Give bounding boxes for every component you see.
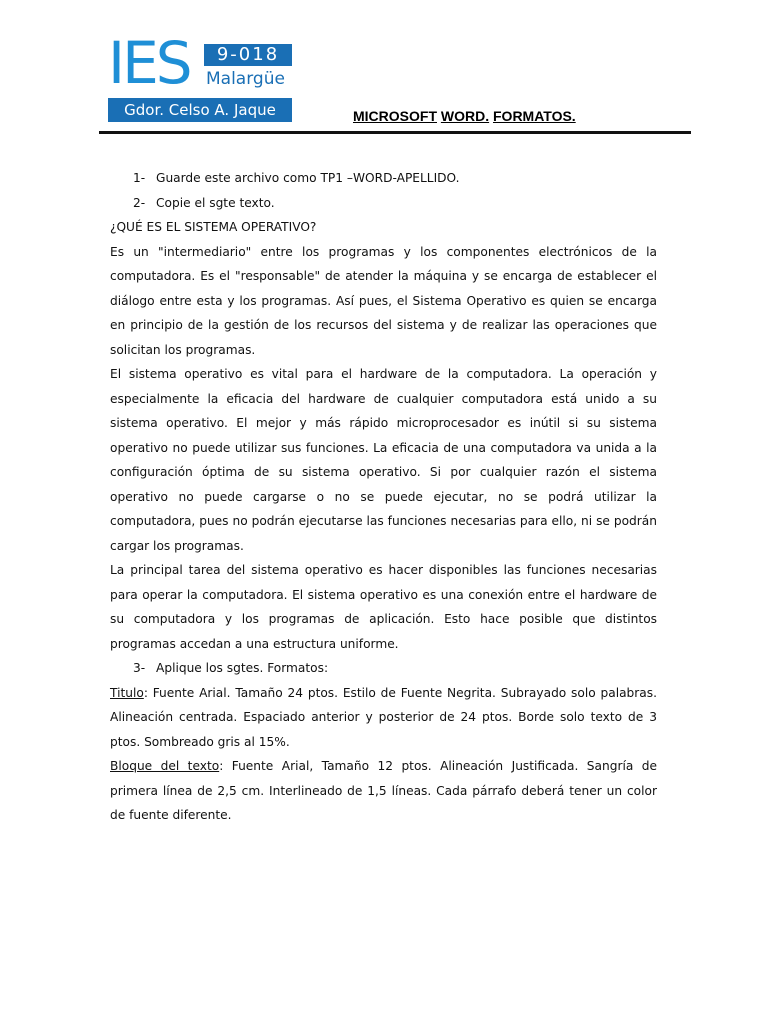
logo-school-name: Gdor. Celso A. Jaque — [108, 98, 292, 122]
title-part-3: FORMATOS. — [493, 108, 576, 124]
title-part-2: WORD. — [440, 108, 490, 124]
article-paragraph-3: La principal tarea del sistema operativo es hacer disponibles las funciones necesarias para operar la computadora. El sistema operativo es una conexión entre el hardware de su computadora y los programas de aplicación. Esto hace posible que distintos programas accedan a una estructura uniforme. — [110, 563, 657, 651]
step-3 — [110, 656, 657, 681]
step-1-text: Guarde este archivo como TP1 –WORD-APELLIDO. — [156, 171, 460, 185]
format-bloque-label: Bloque del texto — [110, 759, 220, 773]
header-divider — [99, 131, 691, 134]
step-2-number: 2- — [133, 195, 146, 210]
article-paragraph-1: Es un "intermediario" entre los programas y los componentes electrónicos de la computadora. Es el "responsable" de atender la máquina y se encarga de establecer el diálogo entre esta y los programas. Así pues, el Sistema Operativo es quien se encarga en principio de la gestión de los recursos del sistema y de realizar las operaciones que solicitan los programas. — [110, 244, 657, 357]
logo-city: Malargüe — [206, 69, 285, 89]
logo-ies-text: IES — [108, 29, 190, 97]
step-2 — [110, 191, 657, 216]
logo-school-number: 9-018 — [204, 44, 292, 66]
step-2-text: Copie el sgte texto. — [156, 195, 275, 210]
format-titulo — [110, 681, 657, 755]
format-titulo-label: Titulo — [110, 685, 144, 700]
document-title — [353, 108, 576, 124]
school-logo — [108, 29, 294, 124]
step-1-number: 1- — [133, 171, 146, 185]
article-heading: ¿QUÉ ES EL SISTEMA OPERATIVO? — [110, 220, 317, 234]
format-bloque — [110, 754, 657, 828]
title-part-1: MICROSOFT — [353, 108, 437, 124]
step-3-number: 3- — [133, 661, 146, 675]
format-titulo-text: : Fuente Arial. Tamaño 24 ptos. Estilo de Fuente Negrita. Subrayado solo palabras. Alineación centrada. Espaciado anterior y posterior de 24 ptos. Borde solo texto de 3 ptos. Sombreado gris al 15%. — [110, 685, 657, 749]
format-bloque-text: : Fuente Arial, Tamaño 12 ptos. Alineación Justificada. Sangría de primera línea de 2,5 cm. Interlineado de 1,5 líneas. Cada párrafo deberá tener un color de fuente diferente. — [110, 759, 657, 822]
step-1 — [110, 166, 657, 191]
document-body — [110, 166, 657, 828]
step-3-text: Aplique los sgtes. Formatos: — [156, 661, 329, 675]
article-paragraph-2: El sistema operativo es vital para el hardware de la computadora. La operación y especialmente la eficacia del hardware de cualquier computadora está unido a su sistema operativo. El mejor y más rápido microprocesador es inútil si su sistema operativo no puede utilizar sus funciones. La eficacia de una computadora va unida a la configuración óptima de su sistema operativo. Si por cualquier razón el sistema operativo no puede cargarse o no se puede ejecutar, no se podrá utilizar la computadora, pues no podrán ejecutarse las funciones necesarias para ello, ni se podrán cargar los programas. — [110, 367, 657, 553]
